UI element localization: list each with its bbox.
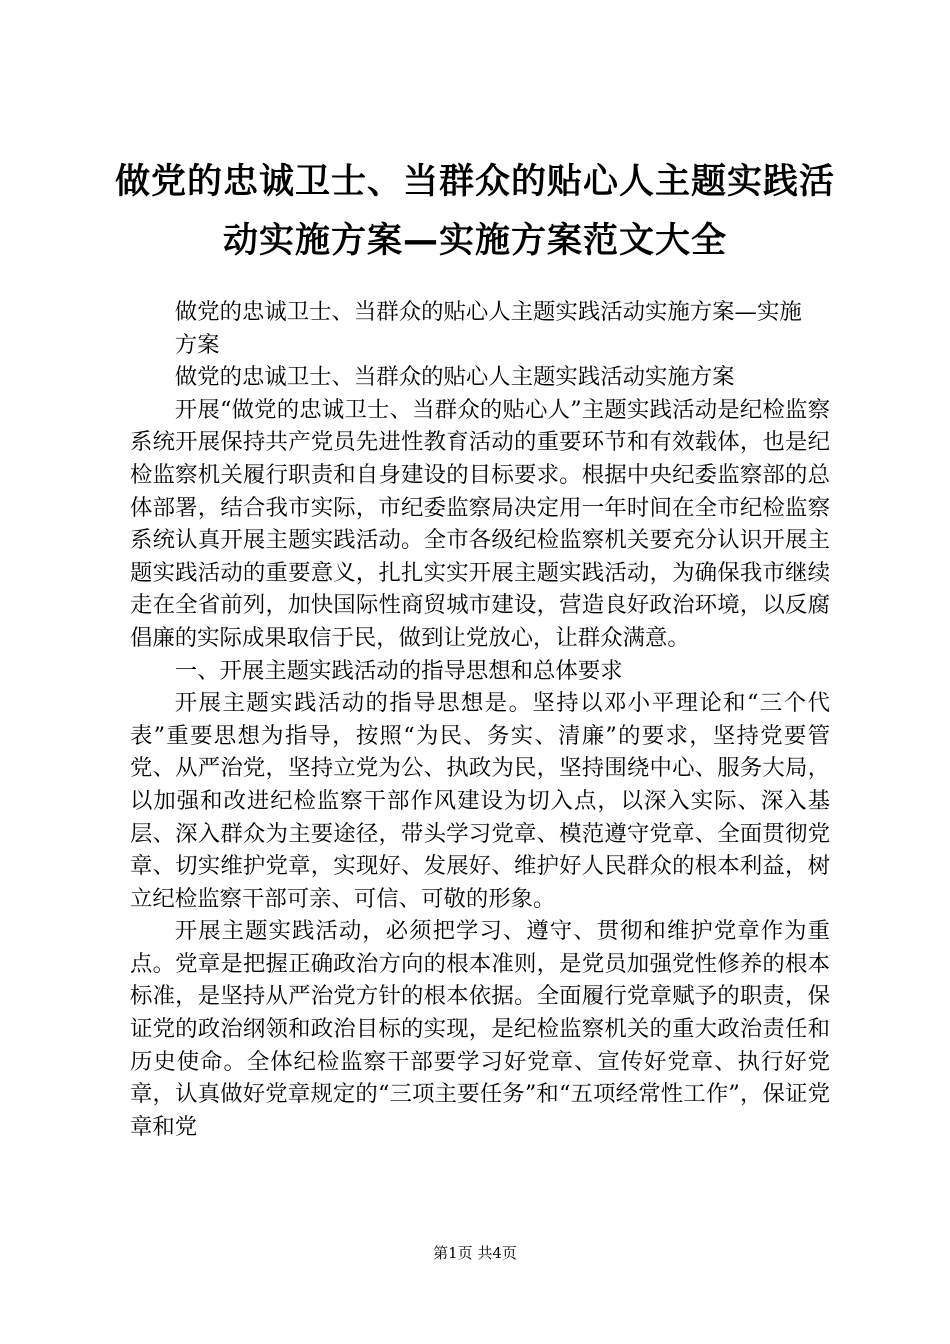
paragraph-subtitle: 做党的忠诚卫士、当群众的贴心人主题实践活动实施方案—实施 (174, 299, 802, 325)
paragraph-guiding-thought: 开展主题实践活动的指导思想是。坚持以邓小平理论和“三个代表”重要思想为指导，按照“为民、务实、清廉”的要求，坚持党要管党、从严治党，坚持立党为公、执政为民，坚持围绕中心、服务大局，以加强和改进纪检监察干部作风建设为切入点，以深入实际、深入基层、深入群众为主要途径，带头学习党章、模范遵守党章、全面贯彻党章、切实维护党章，实现好、发展好、维护好人民群众的根本利益，树立纪检监察干部可亲、可信、可敬的形象。 (130, 690, 830, 912)
paragraph-subtitle-continued: 方案 (174, 331, 220, 358)
document-title-line-2: 动实施方案—实施方案范文大全 (222, 221, 727, 261)
paragraph-heading: 做党的忠诚卫士、当群众的贴心人主题实践活动实施方案 (174, 364, 735, 391)
page-footer: 第1页 共4页 (433, 1244, 517, 1262)
document-title-line-1: 做党的忠诚卫士、当群众的贴心人主题实践活 (114, 162, 835, 202)
section-heading-1: 一、开展主题实践活动的指导思想和总体要求 (174, 657, 623, 684)
paragraph-intro: 开展“做党的忠诚卫士、当群众的贴心人”主题实践活动是纪检监察系统开展保持共产党员先进性教育活动的重要环节和有效载体，也是纪检监察机关履行职责和自身建设的目标要求。根据中央纪委监察部的总体部署，结合我市实际，市纪委监察局决定用一年时间在全市纪检监察系统认真开展主题实践活动。全市各级纪检监察机关要充分认识开展主题实践活动的重要意义，扎扎实实开展主题实践活动，为确保我市继续走在全省前列，加快国际性商贸城市建设，营造良好政治环境，以反腐倡廉的实际成果取信于民，做到让党放心，让群众满意。 (130, 396, 830, 651)
paragraph-party-constitution: 开展主题实践活动，必须把学习、遵守、贯彻和维护党章作为重点。党章是把握正确政治方向的根本准则，是党员加强党性修养的根本标准，是坚持从严治党方针的根本依据。全面履行党章赋予的职责，保证党的政治纲领和政治目标的实现，是纪检监察机关的重大政治责任和历史使命。全体纪检监察干部要学习好党章、宣传好党章、执行好党章，认真做好党章规定的“三项主要任务”和“五项经常性工作”，保证党章和党 (130, 918, 830, 1140)
document-body (130, 296, 830, 1143)
